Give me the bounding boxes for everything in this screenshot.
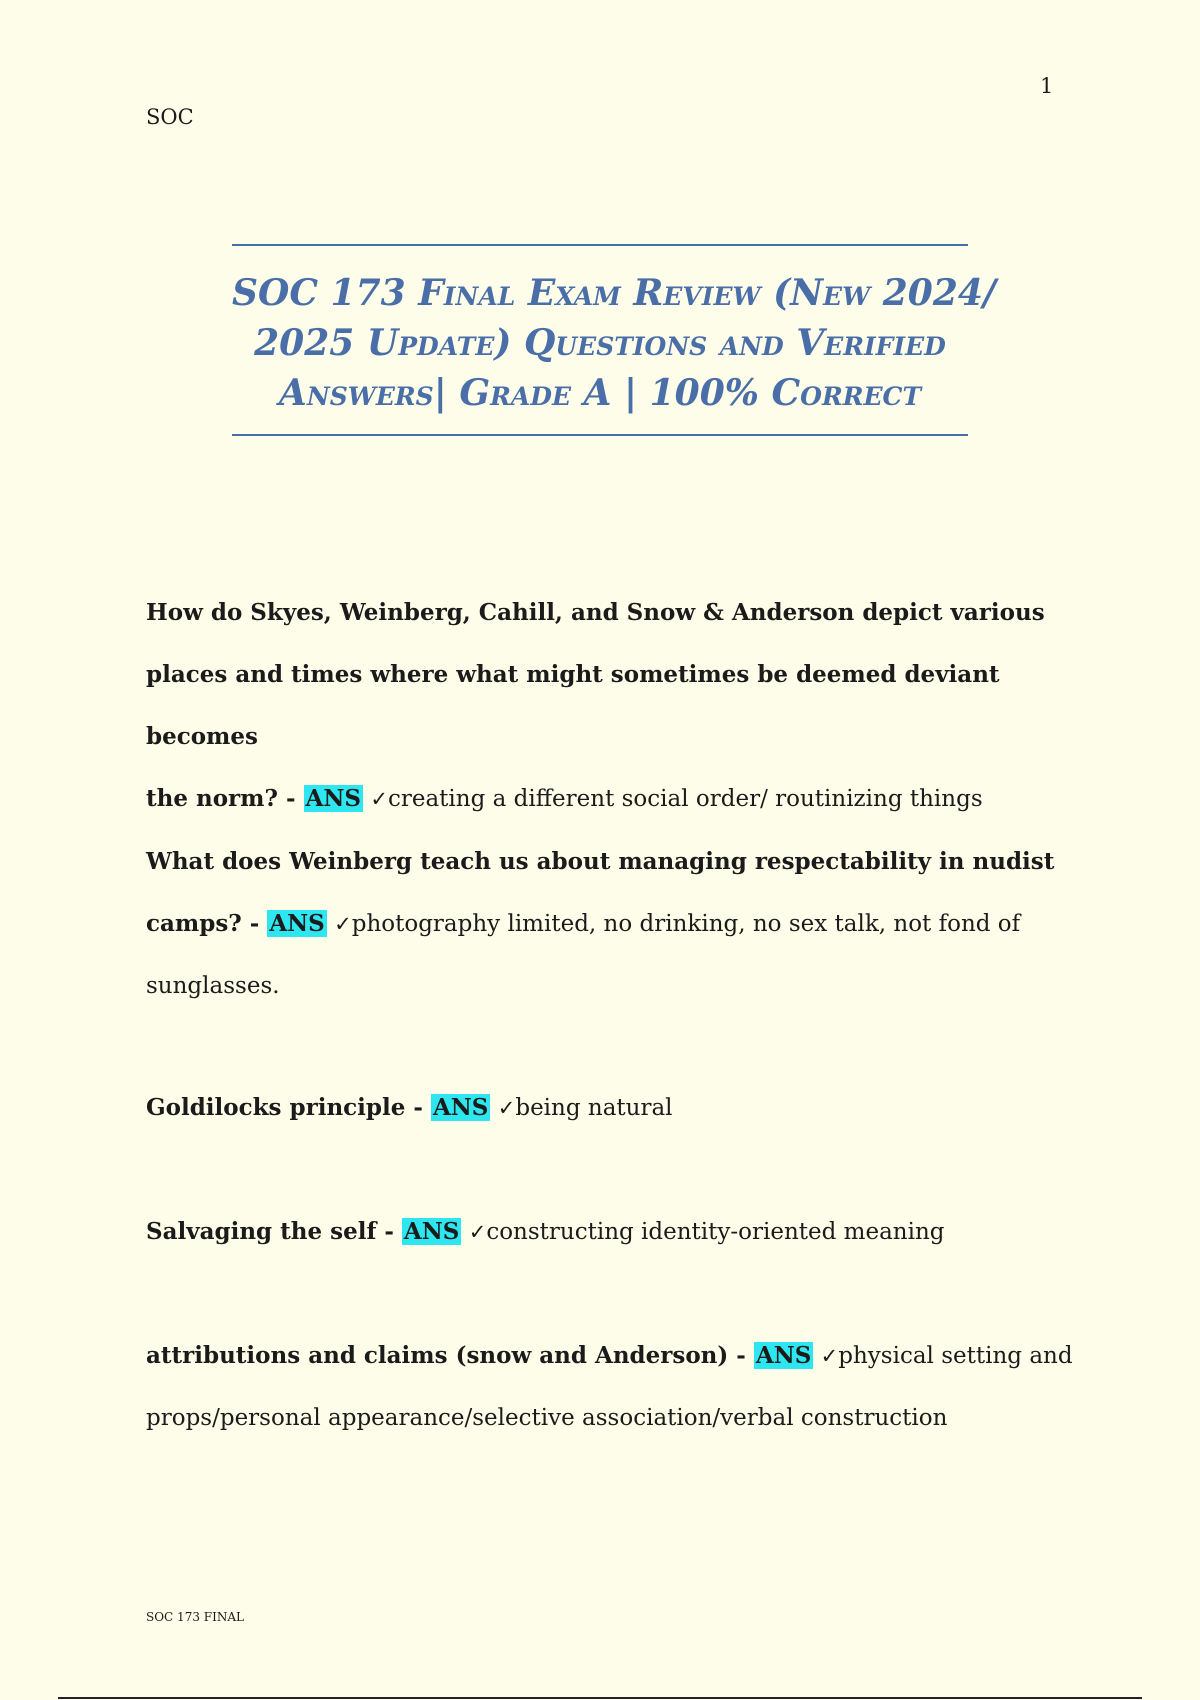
question-3: Goldilocks principle -	[146, 1094, 431, 1121]
qa-item-1	[146, 582, 1076, 830]
answer-5-line-1: physical setting and	[838, 1343, 1073, 1369]
ans-label: ANS	[755, 1342, 812, 1369]
answer-4: constructing identity-oriented meaning	[486, 1219, 945, 1245]
title-line-1: SOC 173 Final Exam Review (New 2024/	[232, 272, 997, 314]
footer-divider	[58, 1697, 1142, 1699]
check-icon: ✓	[497, 1096, 516, 1120]
question-2-line-2: camps? -	[146, 910, 268, 937]
qa-item-5	[146, 1325, 1076, 1449]
check-icon: ✓	[334, 912, 352, 936]
answer-5-line-2: props/personal appearance/selective association/verbal construction	[146, 1405, 948, 1431]
page-number: 1	[1040, 74, 1054, 98]
running-footer: SOC 173 FINAL	[146, 1610, 244, 1624]
ans-label: ANS	[432, 1094, 489, 1121]
question-1-line-3: the norm? -	[146, 785, 304, 812]
ans-label: ANS	[403, 1218, 460, 1245]
ans-label: ANS	[305, 785, 362, 812]
qa-item-4	[146, 1201, 1076, 1263]
document-title	[232, 244, 997, 436]
qa-item-3	[146, 1077, 1076, 1139]
ans-label: ANS	[269, 910, 325, 937]
answer-3: being natural	[515, 1095, 673, 1121]
check-icon: ✓	[370, 787, 388, 811]
answer-2-line-1: photography limited, no drinking, no sex talk, not fond of	[351, 911, 1021, 937]
question-5: attributions and claims (snow and Anderson) -	[146, 1342, 754, 1369]
question-2-line-1: What does Weinberg teach us about managing respectability in nudist	[146, 848, 1055, 875]
answer-2-line-2: sunglasses.	[146, 973, 280, 999]
question-1-line-2: places and times where what might sometimes be deemed deviant becomes	[146, 661, 1000, 750]
answer-1-line-1: creating a different social order/ routinizing things	[387, 786, 983, 812]
qa-item-2	[146, 831, 1076, 1017]
running-header: SOC	[146, 105, 194, 129]
check-icon: ✓	[468, 1220, 487, 1244]
title-line-2: 2025 Update) Questions and Verified	[254, 322, 946, 364]
question-4: Salvaging the self -	[146, 1218, 402, 1245]
check-icon: ✓	[820, 1344, 839, 1368]
question-1-line-1: How do Skyes, Weinberg, Cahill, and Snow & Anderson depict various	[146, 599, 1045, 626]
title-line-3: Answers| Grade A | 100% Correct	[278, 372, 922, 414]
